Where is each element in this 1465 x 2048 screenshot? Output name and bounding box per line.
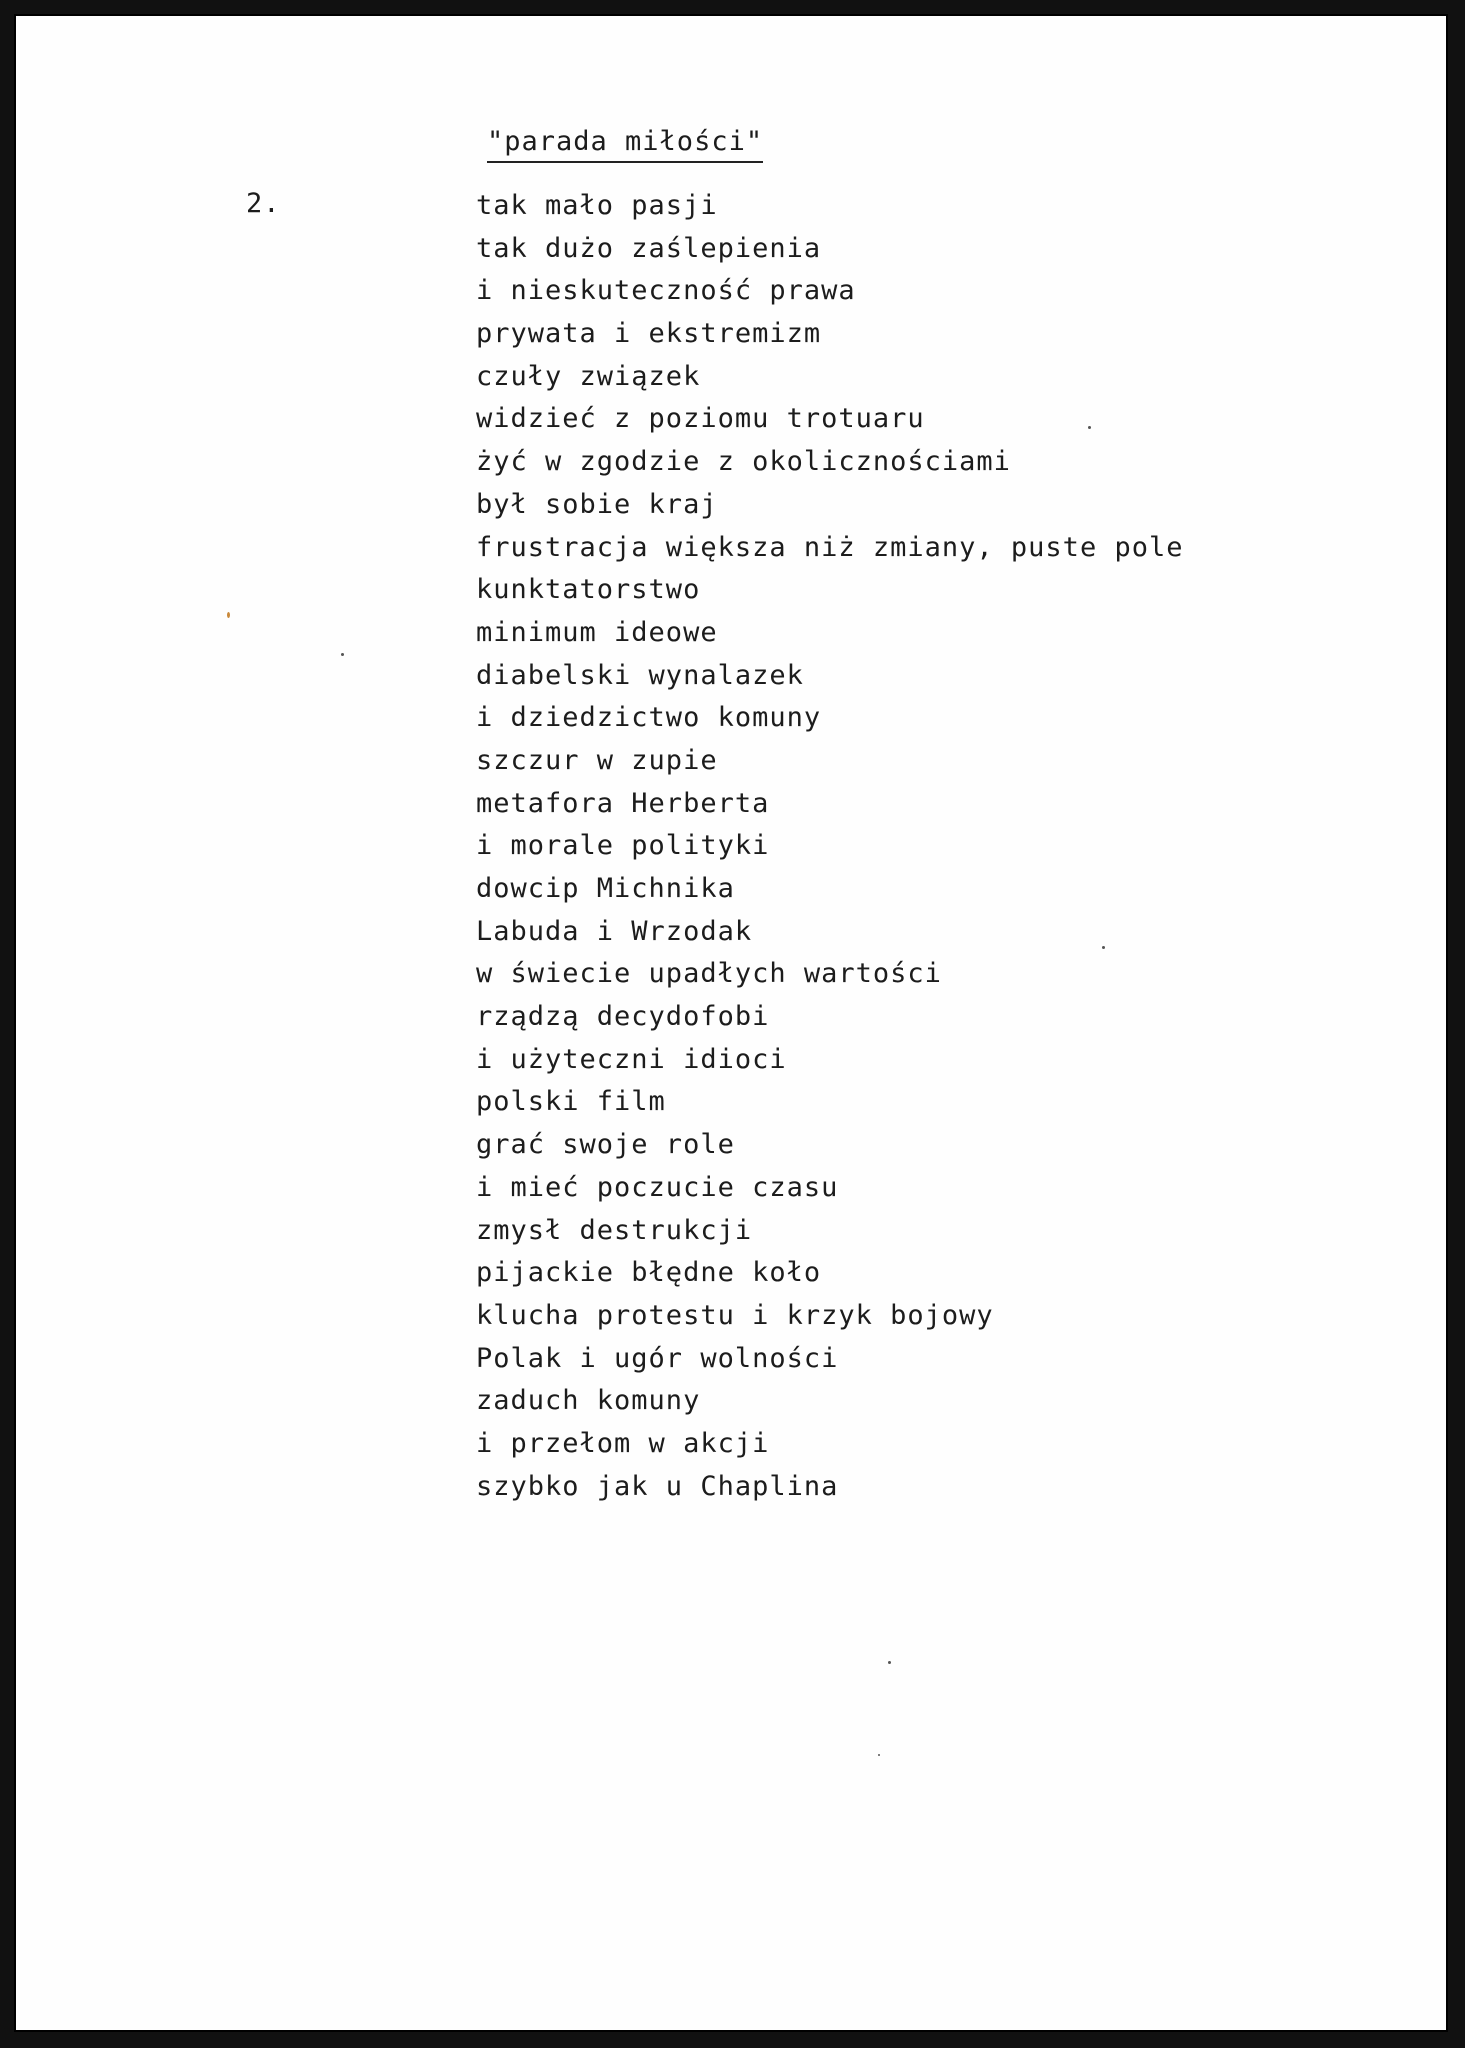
poem-line: szybko jak u Chaplina <box>476 1470 839 1502</box>
typewritten-page <box>14 14 1448 2032</box>
poem-line: diabelski wynalazek <box>476 659 804 691</box>
poem-line: prywata i ekstremizm <box>476 318 822 350</box>
poem-line: pijackie błędne koło <box>476 1257 822 1289</box>
poem-line: i mieć poczucie czasu <box>476 1171 839 1203</box>
poem-line: szczur w zupie <box>476 744 718 776</box>
poem-line: w świecie upadłych wartości <box>476 958 942 990</box>
page-number: 2. <box>246 188 281 219</box>
poem-line: polski film <box>476 1086 666 1118</box>
poem-line: klucha protestu i krzyk bojowy <box>476 1299 994 1331</box>
poem-line: widzieć z poziomu trotuaru <box>476 403 925 435</box>
paper-speck <box>1088 426 1091 429</box>
poem-line: rządzą decydofobi <box>476 1001 770 1033</box>
poem-line: tak dużo zaślepienia <box>476 232 822 264</box>
poem-line: i przełom w akcji <box>476 1427 770 1459</box>
poem-line: żyć w zgodzie z okolicznościami <box>476 446 1011 478</box>
poem-line: i nieskuteczność prawa <box>476 275 856 307</box>
poem-line: zaduch komuny <box>476 1385 701 1417</box>
paper-speck <box>878 1754 880 1756</box>
paper-speck <box>341 653 344 656</box>
poem-line: kunktatorstwo <box>476 574 701 606</box>
poem-line: i morale polityki <box>476 830 770 862</box>
poem-line: Polak i ugór wolności <box>476 1342 839 1374</box>
poem-line: Labuda i Wrzodak <box>476 915 753 947</box>
poem-line: i użyteczni idioci <box>476 1043 787 1075</box>
poem-line: dowcip Michnika <box>476 873 735 904</box>
poem-line: zmysł destrukcji <box>476 1214 753 1246</box>
poem-line: i dziedzictwo komuny <box>476 702 822 734</box>
paper-speck <box>888 1661 891 1664</box>
paper-speck <box>227 612 230 618</box>
poem-line: grać swoje role <box>476 1129 735 1161</box>
paper-speck <box>1102 946 1105 949</box>
poem-line: metafora Herberta <box>476 787 770 819</box>
poem-line: frustracja większa niż zmiany, puste pole <box>476 531 1184 563</box>
poem-title: "parada miłości" <box>487 126 763 163</box>
poem-line: minimum ideowe <box>476 616 718 648</box>
poem-line: był sobie kraj <box>476 488 718 520</box>
poem-line: czuły związek <box>476 360 701 392</box>
poem-line: tak mało pasji <box>476 190 718 221</box>
poem-lines <box>476 185 1183 1508</box>
